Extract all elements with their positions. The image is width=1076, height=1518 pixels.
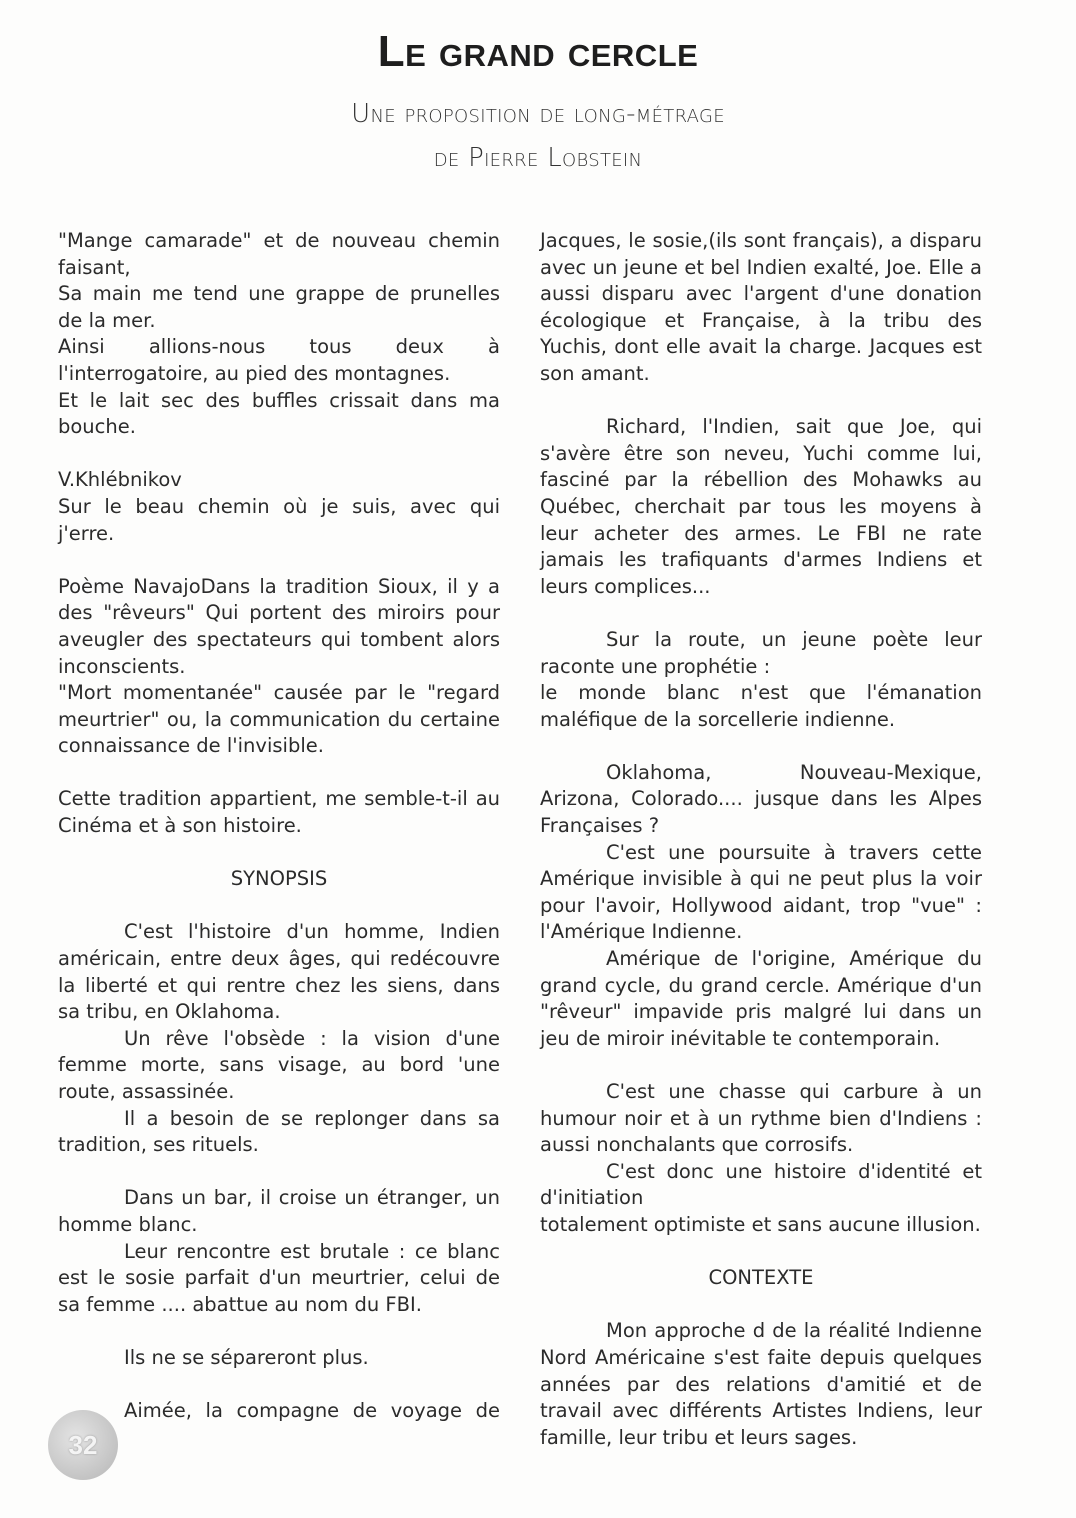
contexte-heading: CONTEXTE <box>708 1266 814 1290</box>
subtitle-line-1: Une proposition de long-métrage <box>351 99 725 129</box>
story-paragraph-10: totalement optimiste et sans aucune illusion. <box>540 1212 981 1236</box>
paragraph-mort-momentanee: "Mort momentanée" causée par le "regard meurtrier" ou, la communication du certaine connaissance de l'invisible. <box>58 681 500 758</box>
poem-line-1: "Mange camarade" et de nouveau chemin faisant, <box>58 229 500 279</box>
title-text: Le grand cercle <box>377 27 699 76</box>
right-column <box>540 228 982 1451</box>
synopsis-paragraph-6: Ils ne se sépareront plus. <box>124 1345 369 1369</box>
story-paragraph-1: Jacques, le sosie,(ils sont français), a disparu avec un jeune et bel Indien exalté, Joe. Elle a aussi disparu avec l'argent d'une donation écologique et Française, à la tribu des Yuchis, dont elle avait la charge. Jacques est son amant. <box>540 229 982 385</box>
navajo-poem-line: Sur le beau chemin où je suis, avec qui j'erre. <box>58 494 500 545</box>
paragraph-cinema: Cette tradition appartient, me semble-t-il au Cinéma et à son histoire. <box>58 787 500 838</box>
story-paragraph-9: C'est donc une histoire d'identité et d'initiation <box>540 1159 982 1210</box>
poem-line-3: Ainsi allions-nous tous deux à l'interrogatoire, au pied des montagnes. <box>58 335 500 385</box>
left-column <box>58 228 500 1425</box>
story-paragraph-2: Richard, l'Indien, sait que Joe, qui s'avère être son neveu, Yuchi comme lui, fasciné par la rébellion des Mohawks au Québec, cherchait par tous les moyens à leur acheter des armes. Le FBI ne rate jamais les trafiquants d'armes Indiens et leurs complices... <box>540 415 982 598</box>
story-paragraph-8: C'est une chasse qui carbure à un humour noir et à un rythme bien d'Indiens : aussi nonchalants que corrosifs. <box>540 1080 982 1157</box>
poem-line-4: Et le lait sec des buffles crissait dans ma bouche. <box>58 388 500 439</box>
story-paragraph-5: Oklahoma, Nouveau-Mexique, Arizona, Colorado.... jusque dans les Alpes Françaises ? <box>540 760 982 838</box>
page-number-badge <box>48 1410 118 1480</box>
synopsis-paragraph-3: Il a besoin de se replonger dans sa tradition, ses rituels. <box>58 1106 500 1157</box>
synopsis-paragraph-7: Aimée, la compagne de voyage de <box>124 1399 500 1423</box>
page-subtitle <box>0 92 1076 180</box>
paragraph-sioux-tradition: Poème NavajoDans la tradition Sioux, il y a des "rêveurs" Qui portent des miroirs pour aveugler des spectateurs qui tombent alors inconscients. <box>58 574 500 678</box>
subtitle-line-2: de Pierre Lobstein <box>433 143 643 173</box>
contexte-paragraph: Mon approche d de la réalité Indienne Nord Américaine s'est faite depuis quelques années par des relations d'amitié et de travail avec différents Artistes Indiens, leur famille, leur tribu et leurs sages. <box>540 1319 982 1449</box>
page-title <box>0 26 1076 78</box>
synopsis-paragraph-1: C'est l'histoire d'un homme, Indien américain, entre deux âges, qui redécouvre la liberté et qui rentre chez les siens, dans sa tribu, en Oklahoma. <box>58 920 500 1024</box>
synopsis-paragraph-4: Dans un bar, il croise un étranger, un homme blanc. <box>58 1186 500 1236</box>
poem-line-2: Sa main me tend une grappe de prunelles de la mer. <box>58 282 500 332</box>
synopsis-paragraph-5: Leur rencontre est brutale : ce blanc est le sosie parfait d'un meurtrier, celui de sa femme .... abattue au nom du FBI. <box>58 1239 500 1316</box>
story-paragraph-4: le monde blanc n'est que l'émanation maléfique de la sorcellerie indienne. <box>540 681 982 731</box>
page-number: 32 <box>68 1429 98 1460</box>
synopsis-heading: SYNOPSIS <box>230 867 328 891</box>
story-paragraph-7: Amérique de l'origine, Amérique du grand cycle, du grand cercle. Amérique d'un "rêveur" impavide pris malgré lui dans un jeu de miroir inévitable te contemporain. <box>540 947 982 1050</box>
story-paragraph-6: C'est une poursuite à travers cette Amérique invisible à qui ne peut plus la voir pour l'avoir, Hollywood aidant, trop "vue" : l'Amérique Indienne. <box>540 840 982 944</box>
poem-author: V.Khlébnikov <box>58 468 182 492</box>
story-paragraph-3: Sur la route, un jeune poète leur raconte une prophétie : <box>540 627 982 678</box>
synopsis-paragraph-2: Un rêve l'obsède : la vision d'une femme morte, sans visage, au bord 'une route, assassinée. <box>58 1026 500 1103</box>
